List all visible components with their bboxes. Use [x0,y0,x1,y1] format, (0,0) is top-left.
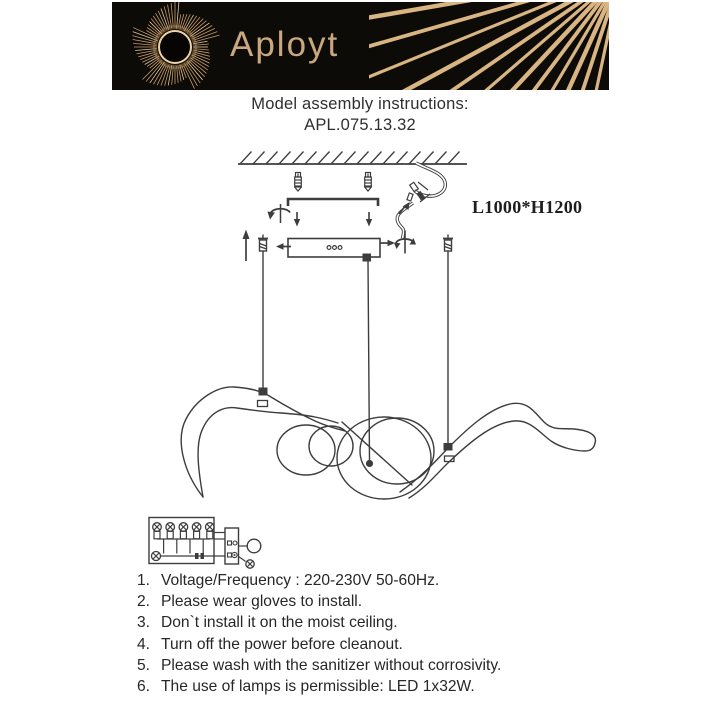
lamp-cross-icon [239,557,255,569]
rotate-arrow-icon [268,204,291,223]
brand-name: Aployt [230,25,340,64]
terminal-block [153,523,214,539]
item-number: 3. [137,614,151,632]
power-wire [397,163,445,239]
wiring-diagram [149,518,261,569]
item-text: Please wash with the sanitizer without corrosivity. [161,656,502,674]
item-text: Don`t install it on the moist ceiling. [161,614,398,632]
canopy [288,239,380,262]
instruction-item [137,655,617,676]
rotate-axis-icon [394,231,416,254]
instruction-item [137,676,617,697]
item-number: 5. [137,656,151,674]
instruction-item [137,612,617,633]
page-title: Model assembly instructions: [251,95,469,113]
item-text: Turn off the power before cleanout. [161,635,403,653]
suspension-cable [263,252,448,462]
item-number: 4. [137,635,151,653]
ribbon-fixture [181,387,595,499]
item-text: The use of lamps is permissible: LED 1x32W. [161,678,475,696]
ceiling-hatch [238,152,467,165]
driver-box [225,528,239,564]
cable-clip-icon [258,388,455,468]
slide-arrow-right-icon [380,240,395,246]
mounting-bracket [288,199,378,206]
item-number: 6. [137,678,151,696]
instruction-item [137,634,617,655]
instruction-item [137,591,617,612]
bracket-screw-arrows [294,212,372,227]
item-number: 1. [137,572,151,589]
dimension-label: L1000*H1200 [472,197,583,217]
item-text: Please wear gloves to install. [161,593,363,611]
instructions-list [137,570,617,697]
item-text: Voltage/Frequency : 220-230V 50-60Hz. [161,572,440,589]
model-number: APL.075.13.32 [304,116,416,134]
up-arrow-icon [243,230,250,262]
anchor-screw [295,173,372,192]
ground-terminal-icon [152,552,161,561]
lamp-symbol-icon [239,539,261,553]
item-number: 2. [137,593,151,611]
instruction-item [137,570,617,591]
